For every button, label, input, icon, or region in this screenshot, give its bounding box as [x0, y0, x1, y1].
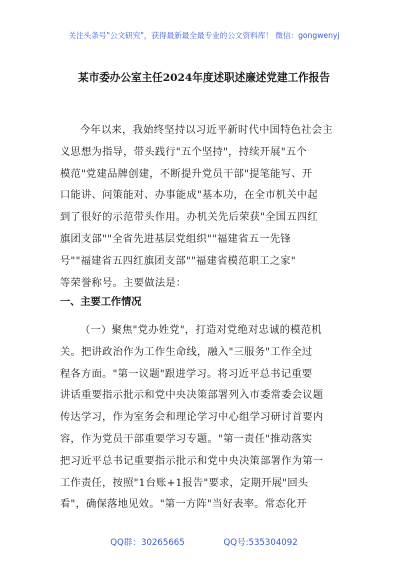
paragraph-line: 今年以来，我始终坚持以习近平新时代中国特色社会主 — [80, 125, 333, 136]
paragraph-line: 旗团支部""全省先进基层党组织""福建省五一先锋 — [60, 233, 291, 245]
section-heading: 一、主要工作情况 — [60, 297, 142, 308]
footer-qq-group: QQ群：30265665 — [110, 538, 185, 548]
paragraph-line: 号""福建省五四红旗团支部""福建省模范职工之家" — [60, 255, 296, 267]
page-title: 某市委办公室主任2024年度述职述廉述党建工作报告 — [78, 72, 330, 84]
paragraph-line: 程各方面。"第一议题"跟进学习。将习近平总书记重要 — [60, 368, 313, 380]
paragraph-line: 工作责任，按照"1台账+1报告"要求，定期开展"回头 — [60, 477, 309, 489]
paragraph-line: （一）聚焦"党办姓党"，打造对党绝对忠诚的模范机 — [80, 325, 322, 336]
paragraph-line: 把习近平总书记重要指示批示和党中央决策部署作为第一 — [60, 455, 324, 467]
footer — [0, 536, 408, 548]
paragraph-line: 模范"党建品牌创建，不断提升党员干部"提笔能写、开 — [60, 168, 313, 180]
paragraph-line: 关。把讲政治作为工作生命线，融入"三服务"工作全过 — [60, 346, 313, 358]
paragraph-line: 等荣誉称号。主要做法是： — [60, 277, 187, 289]
paragraph-line: 容，作为党员干部重要学习专题。"第一责任"推动落实 — [60, 433, 313, 445]
footer-qq-number: QQ号:535304092 — [223, 538, 298, 548]
header-banner: 关注头条号"公文研究"，获得最新最全最专业的公文资料库！ 微信：gongwenyj — [68, 31, 340, 40]
section-paragraph — [60, 320, 360, 516]
paragraph-line: 口能讲、问策能对、办事能成"基本功，在全市机关中起 — [60, 190, 318, 202]
paragraph-line: 看"，确保落地见效。"第一方阵"当好表率。常态化开 — [60, 499, 307, 511]
paragraph-line: 讲话重要指示批示和党中央决策部署列入市委常委会议题 — [60, 390, 324, 402]
paragraph-line: 到了很好的示范带头作用。办机关先后荣获"全国五四红 — [60, 212, 318, 224]
paragraph-line: 义思想为指导，带头践行"五个坚持"，持续开展"五个 — [60, 146, 307, 158]
intro-paragraph — [60, 120, 360, 294]
paragraph-line: 传达学习，作为室务会和理论学习中心组学习研讨首要内 — [60, 412, 324, 424]
